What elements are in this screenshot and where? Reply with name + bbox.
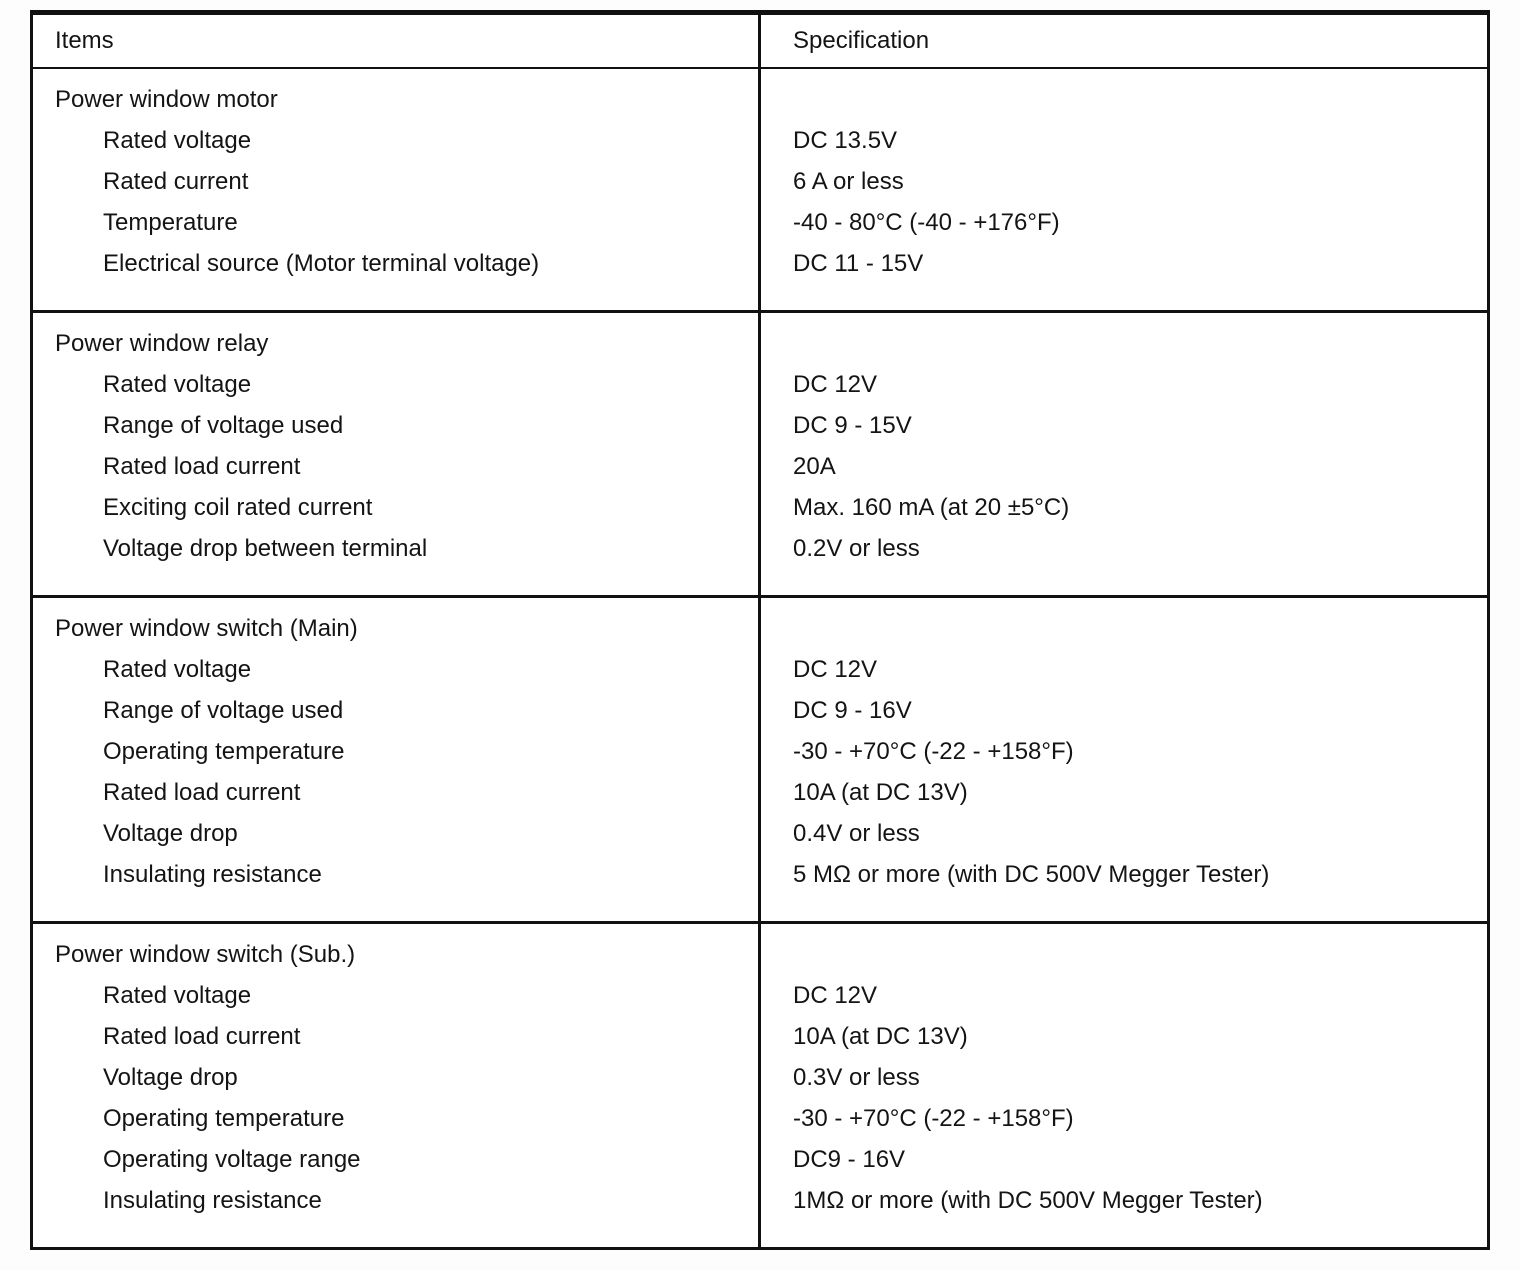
spec-value: DC 9 - 15V xyxy=(793,412,912,439)
items-column-header: Items xyxy=(55,27,114,54)
spec-value: 10A (at DC 13V) xyxy=(793,1023,968,1050)
spec-value: DC 9 - 16V xyxy=(793,697,912,724)
spec-value: DC 13.5V xyxy=(793,127,898,154)
item-label: Range of voltage used xyxy=(103,412,344,439)
section-title: Power window switch (Sub.) xyxy=(55,941,356,968)
spec-value: DC9 - 16V xyxy=(793,1146,906,1173)
sections xyxy=(33,69,1487,1247)
items-cell xyxy=(33,69,758,310)
item-label: Range of voltage used xyxy=(103,697,344,724)
spec-value: DC 12V xyxy=(793,982,878,1009)
item-label: Electrical source (Motor terminal voltage) xyxy=(103,250,540,277)
items-cell xyxy=(33,598,758,921)
spec-value: DC 12V xyxy=(793,656,878,683)
item-label: Insulating resistance xyxy=(103,861,322,888)
section-title: Power window switch (Main) xyxy=(55,615,358,642)
spec-value: -30 - +70°C (-22 - +158°F) xyxy=(793,1105,1074,1132)
item-label: Rated load current xyxy=(103,779,301,806)
table-header-row xyxy=(33,15,1487,69)
section-title-spacer xyxy=(793,608,1479,649)
item-label: Operating temperature xyxy=(103,1105,345,1132)
specification-cell xyxy=(758,313,1487,595)
spec-section xyxy=(33,69,1487,313)
specification-table xyxy=(30,10,1490,1250)
spec-value: 5 MΩ or more (with DC 500V Megger Tester) xyxy=(793,861,1270,888)
spec-value: -40 - 80°C (-40 - +176°F) xyxy=(793,209,1060,236)
specification-cell xyxy=(758,69,1487,310)
spec-value: 0.2V or less xyxy=(793,535,920,562)
item-label: Voltage drop xyxy=(103,820,238,847)
section-title-spacer xyxy=(793,934,1479,975)
spec-value: 1MΩ or more (with DC 500V Megger Tester) xyxy=(793,1187,1263,1214)
items-cell xyxy=(33,313,758,595)
spec-value: 6 A or less xyxy=(793,168,904,195)
spec-section xyxy=(33,924,1487,1247)
spec-value: Max. 160 mA (at 20 ±5°C) xyxy=(793,494,1070,521)
item-label: Temperature xyxy=(103,209,238,236)
spec-value: 10A (at DC 13V) xyxy=(793,779,968,806)
specification-cell xyxy=(758,598,1487,921)
spec-section xyxy=(33,313,1487,598)
item-label: Rated voltage xyxy=(103,371,252,398)
item-label: Rated voltage xyxy=(103,982,252,1009)
item-label: Operating temperature xyxy=(103,738,345,765)
section-title: Power window relay xyxy=(55,330,269,357)
item-label: Rated current xyxy=(103,168,249,195)
spec-value: DC 11 - 15V xyxy=(793,250,924,277)
item-label: Rated load current xyxy=(103,453,301,480)
item-label: Rated voltage xyxy=(103,127,252,154)
item-label: Operating voltage range xyxy=(103,1146,361,1173)
item-label: Exciting coil rated current xyxy=(103,494,373,521)
section-title-spacer xyxy=(793,323,1479,364)
section-title-spacer xyxy=(793,79,1479,120)
section-title: Power window motor xyxy=(55,86,278,113)
spec-section xyxy=(33,598,1487,924)
spec-value: 20A xyxy=(793,453,836,480)
items-cell xyxy=(33,924,758,1247)
item-label: Rated load current xyxy=(103,1023,301,1050)
item-label: Rated voltage xyxy=(103,656,252,683)
item-label: Voltage drop between terminal xyxy=(103,535,428,562)
item-label: Voltage drop xyxy=(103,1064,238,1091)
item-label: Insulating resistance xyxy=(103,1187,322,1214)
spec-value: DC 12V xyxy=(793,371,878,398)
spec-value: -30 - +70°C (-22 - +158°F) xyxy=(793,738,1074,765)
specification-column-header: Specification xyxy=(758,15,1487,67)
spec-value: 0.4V or less xyxy=(793,820,920,847)
specification-cell xyxy=(758,924,1487,1247)
spec-value: 0.3V or less xyxy=(793,1064,920,1091)
